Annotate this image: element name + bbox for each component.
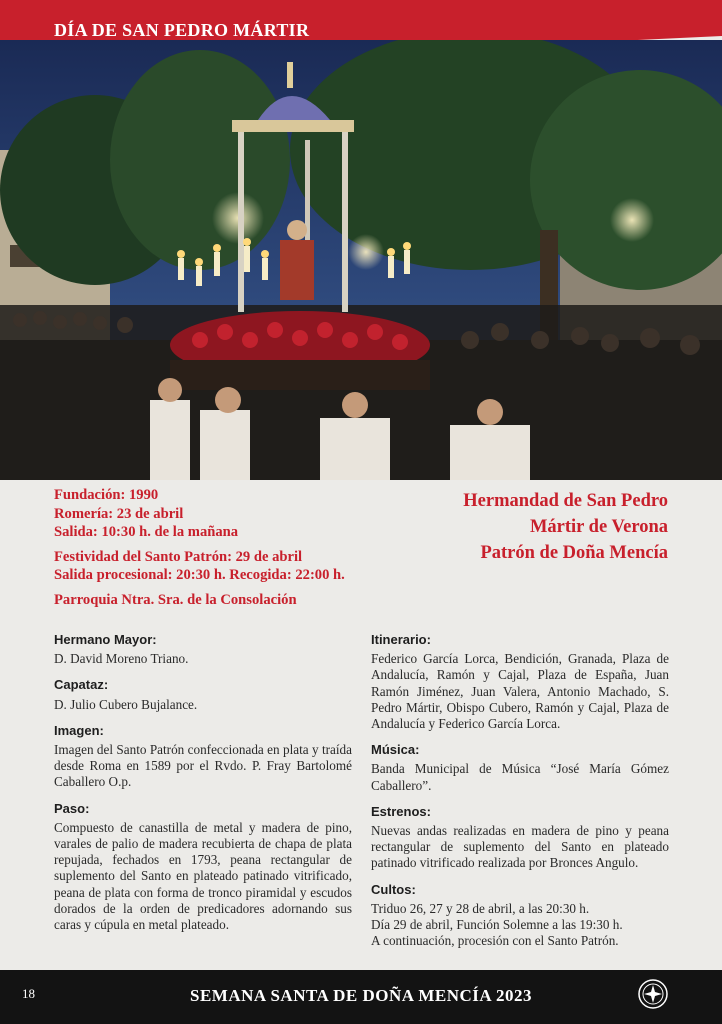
- musica-label: Música:: [371, 742, 420, 758]
- procession-photo: [0, 40, 722, 480]
- cultos-line-2: Día 29 de abril, Función Solemne a las 19:30 h.: [371, 917, 623, 933]
- imagen-section: [54, 723, 352, 791]
- musica-section: [371, 742, 669, 794]
- capataz-label: Capataz:: [54, 677, 109, 693]
- cultos-line-1: Triduo 26, 27 y 28 de abril, a las 20:30 h.: [371, 900, 590, 916]
- cultos-label: Cultos:: [371, 881, 416, 897]
- cultos-section: [371, 882, 669, 950]
- capataz-text: D. Julio Cubero Bujalance.: [54, 696, 198, 712]
- salida-procesional-line: Salida procesional: 20:30 h. Recogida: 22:00 h.: [54, 567, 345, 583]
- hermano-mayor-text: D. David Moreno Triano.: [54, 651, 189, 667]
- itinerario-label: Itinerario:: [371, 632, 431, 647]
- salida-line: Salida: 10:30 h. de la mañana: [54, 524, 239, 540]
- estrenos-text: Nuevas andas realizadas en madera de pino y peana rectangular de suplemento del Santo en plateado patinado vitrificado realizada por Bronces Angulo.: [371, 823, 669, 871]
- paso-section: [54, 801, 352, 934]
- publication-title: SEMANA SANTA DE DOÑA MENCÍA 2023: [189, 986, 533, 1005]
- brotherhood-title: [338, 488, 668, 566]
- estrenos-label: Estrenos:: [371, 803, 431, 819]
- procession-illustration: [0, 40, 722, 480]
- hermano-mayor-label: Hermano Mayor:: [54, 632, 157, 647]
- brotherhood-title-line-1: Hermandad de San Pedro: [463, 491, 668, 511]
- page-number: 18: [22, 986, 35, 1001]
- page-section-title: DÍA DE SAN PEDRO MÁRTIR: [54, 20, 310, 40]
- imagen-text: Imagen del Santo Patrón confeccionada en plata y traída desde Roma en 1589 por el Rvdo. P. Fray Bartolomé Caballero O.p.: [54, 742, 352, 790]
- romeria-line: Romería: 23 de abril: [54, 505, 184, 522]
- itinerario-text: Federico García Lorca, Bendición, Granada, Plaza de Andalucía, Ramón y Cajal, Plaza de España, Juan Ramón Jiménez, Juan Valera, Antonio Machado, S. Pedro Mártir, Obispo Cubero, Ramón y Cajal, Plaza de Andalucía y Federico García Lorca.: [371, 651, 669, 732]
- paso-text: Compuesto de canastilla de metal y madera de pino, varales de palio de madera recubierta de chapa de plata repujada, fechados en 1793, peana rectangular de suplemento del Santo en plateado patinado vitrificado, peana de plata con forma de tronco piramidal y escudos dorados de la orden de predicadores adornando sus caras y cúpula en metal plateado.: [54, 819, 352, 933]
- fundacion-line: Fundación: 1990: [54, 487, 159, 503]
- brotherhood-title-line-2: Mártir de Verona: [529, 517, 668, 537]
- estrenos-section: [371, 804, 669, 872]
- footer-band: [0, 970, 722, 1024]
- parroquia-line: Parroquia Ntra. Sra. de la Consolación: [54, 591, 297, 608]
- imagen-label: Imagen:: [54, 722, 104, 738]
- brotherhood-title-line-3: Patrón de Doña Mencía: [480, 543, 668, 563]
- left-column: [54, 632, 352, 943]
- paso-label: Paso:: [54, 800, 90, 816]
- itinerario-section: [371, 632, 669, 732]
- musica-text: Banda Municipal de Música “José María Gómez Caballero”.: [371, 761, 669, 793]
- capataz-section: [54, 677, 352, 712]
- right-column: [371, 632, 669, 959]
- festividad-line: Festividad del Santo Patrón: 29 de abril: [54, 548, 303, 565]
- dominican-cross-emblem-icon: [637, 978, 669, 1010]
- cultos-line-3: A continuación, procesión con el Santo Patrón.: [371, 933, 619, 949]
- hermano-mayor-section: [54, 632, 352, 667]
